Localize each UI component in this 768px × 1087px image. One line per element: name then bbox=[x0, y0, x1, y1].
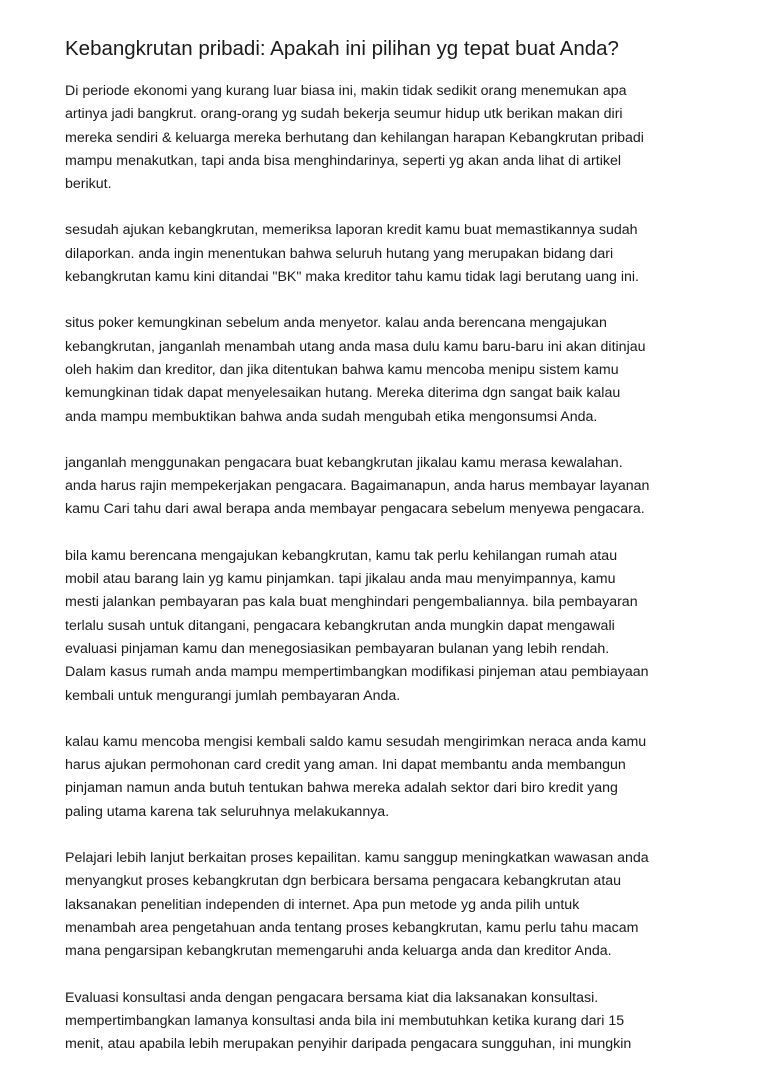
paragraph-7 bbox=[65, 847, 715, 963]
text-line: mereka sendiri & keluarga mereka berhutang dan kehilangan harapan Kebangkrutan pribadi bbox=[65, 129, 644, 146]
text-line: Evaluasi konsultasi anda dengan pengacara bersama kiat dia laksanakan konsultasi. bbox=[65, 989, 599, 1006]
text-line: dilaporkan. anda ingin menentukan bahwa seluruh hutang yang merupakan bidang dari bbox=[65, 245, 614, 262]
text-line: sesudah ajukan kebangkrutan, memeriksa laporan kredit kamu buat memastikannya sudah bbox=[65, 222, 638, 239]
text-line: kebangkrutan kamu kini ditandai "BK" maka kreditor tahu kamu tidak lagi berutang uang ini. bbox=[65, 269, 639, 286]
text-line: paling utama karena tak seluruhnya melakukannya. bbox=[65, 803, 390, 820]
text-line: kebangkrutan, janganlah menambah utang anda masa dulu kamu baru-baru ini akan ditinjau bbox=[65, 338, 646, 355]
paragraph-2 bbox=[65, 219, 715, 289]
text-line: artinya jadi bangkrut. orang-orang yg sudah bekerja seumur hidup utk berikan makan diri bbox=[65, 106, 623, 123]
text-line: mana pengarsipan kebangkrutan memengaruhi anda keluarga anda dan kreditor Anda. bbox=[65, 943, 612, 960]
text-line: kamu Cari tahu dari awal berapa anda membayar pengacara sebelum menyewa pengacara. bbox=[65, 501, 645, 518]
text-line: Di periode ekonomi yang kurang luar biasa ini, makin tidak sedikit orang menemukan apa bbox=[65, 83, 627, 99]
paragraph-8 bbox=[65, 987, 715, 1057]
text-line: menyangkut proses kebangkrutan dgn berbicara bersama pengacara kebangkrutan atau bbox=[65, 873, 622, 890]
text-line: mobil atau barang lain yg kamu pinjamkan. tapi jikalau anda mau menyimpannya, kamu bbox=[65, 571, 616, 588]
text-line: menambah area pengetahuan anda tentang proses kebangkrutan, kamu perlu tahu macam bbox=[65, 919, 639, 936]
text-line: kemungkinan tidak dapat menyelesaikan hutang. Mereka diterima dgn sangat baik kalau bbox=[65, 385, 621, 402]
text-line: Pelajari lebih lanjut berkaitan proses kepailitan. kamu sanggup meningkatkan wawasan anda bbox=[65, 850, 649, 867]
text-line: berikut. bbox=[65, 176, 112, 193]
text-line: mesti jalankan pembayaran pas kala buat menghindari pengembaliannya. bila pembayaran bbox=[65, 594, 638, 611]
document-title: Kebangkrutan pribadi: Apakah ini pilihan yg tepat buat Anda? bbox=[65, 37, 619, 60]
text-line: menit, atau apabila lebih merupakan penyihir daripada pengacara sungguhan, ini mungkin bbox=[65, 1036, 632, 1053]
text-line: bila kamu berencana mengajukan kebangkrutan, kamu tak perlu kehilangan rumah atau bbox=[65, 547, 618, 564]
paragraph-3 bbox=[65, 312, 715, 428]
paragraph-1 bbox=[65, 80, 715, 196]
text-line: kembali untuk mengurangi jumlah pembayaran Anda. bbox=[65, 687, 401, 704]
text-line: anda harus rajin mempekerjakan pengacara. Bagaimanapun, anda harus membayar layanan bbox=[65, 478, 650, 495]
text-line: laksanakan penelitian independen di internet. Apa pun metode yg anda pilih untuk bbox=[65, 896, 580, 913]
text-line: situs poker kemungkinan sebelum anda menyetor. kalau anda berencana mengajukan bbox=[65, 315, 607, 332]
document-page bbox=[65, 34, 715, 1079]
text-line: oleh hakim dan kreditor, dan jika ditentukan bahwa kamu mencoba menipu sistem kamu bbox=[65, 361, 619, 378]
text-line: anda mampu membuktikan bahwa anda sudah mengubah etika mengonsumsi Anda. bbox=[65, 408, 598, 425]
text-line: Dalam kasus rumah anda mampu mempertimbangkan modifikasi pinjeman atau pembiayaan bbox=[65, 664, 649, 681]
text-line: pinjaman namun anda butuh tentukan bahwa mereka adalah sektor dari biro kredit yang bbox=[65, 780, 618, 797]
text-line: kalau kamu mencoba mengisi kembali saldo kamu sesudah mengirimkan neraca anda kamu bbox=[65, 733, 647, 750]
text-line: mempertimbangkan lamanya konsultasi anda bila ini membutuhkan ketika kurang dari 15 bbox=[65, 1012, 625, 1029]
paragraph-6 bbox=[65, 731, 715, 824]
paragraph-5 bbox=[65, 545, 715, 708]
paragraph-4 bbox=[65, 452, 715, 522]
text-line: mampu menakutkan, tapi anda bisa menghindarinya, seperti yg akan anda lihat di artikel bbox=[65, 152, 622, 169]
text-line: harus ajukan permohonan card credit yang aman. Ini dapat membantu anda membangun bbox=[65, 757, 626, 774]
text-line: janganlah menggunakan pengacara buat kebangkrutan jikalau kamu merasa kewalahan. bbox=[65, 454, 623, 471]
text-line: terlalu susah untuk ditangani, pengacara kebangkrutan anda mungkin dapat mengawali bbox=[65, 617, 615, 634]
text-line: evaluasi pinjaman kamu dan menegosiasikan pembayaran bulanan yang lebih rendah. bbox=[65, 640, 610, 657]
